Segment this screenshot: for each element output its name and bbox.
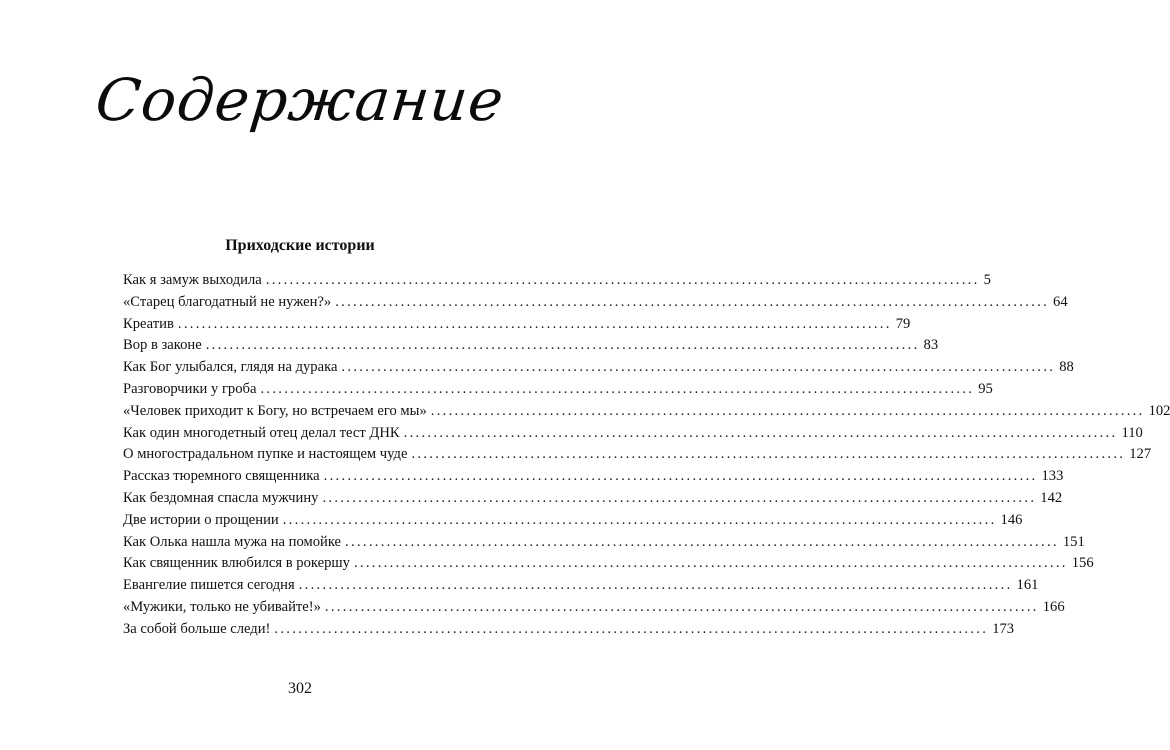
toc-entry[interactable] <box>123 379 993 401</box>
dot-leader: ........................................................................................................................ <box>335 293 1050 310</box>
dot-leader: ........................................................................................................................ <box>345 533 1059 550</box>
dot-leader: ........................................................................................................................ <box>260 380 975 397</box>
dot-leader: ........................................................................................................................ <box>274 620 989 637</box>
toc-entry-page: 95 <box>978 380 993 397</box>
toc-entry-title: «Старец благодатный не нужен?» <box>123 293 332 310</box>
toc-entry-page: 151 <box>1062 533 1085 550</box>
toc-entry[interactable] <box>123 357 1074 379</box>
dot-leader: ........................................................................................................................ <box>353 555 1068 572</box>
toc-entry-page: 64 <box>1053 293 1068 310</box>
toc-entry-title: Рассказ тюремного священника <box>123 468 320 485</box>
toc-entry-title: Как священник влюбился в рокершу <box>123 555 350 572</box>
toc-entry-page: 161 <box>1016 577 1039 594</box>
toc-entry-page: 102 <box>1148 402 1170 419</box>
table-of-contents <box>123 270 1170 641</box>
dot-leader: ........................................................................................................................ <box>265 272 980 288</box>
dot-leader: ........................................................................................................................ <box>322 489 1037 506</box>
toc-entry[interactable] <box>123 488 1063 510</box>
toc-entry-page: 156 <box>1071 555 1094 572</box>
toc-entry-title: Как Бог улыбался, глядя на дурака <box>123 359 338 376</box>
page-number: 302 <box>288 680 312 697</box>
toc-entry-title: «Человек приходит к Богу, но встречаем его мы» <box>123 402 427 419</box>
toc-entry-title: «Мужики, только не убивайте!» <box>123 598 321 615</box>
toc-entry-title: Как я замуж выходила <box>123 272 262 288</box>
dot-leader: ........................................................................................................................ <box>341 359 1056 376</box>
toc-entry-title: Как Олька нашла мужа на помойке <box>123 533 342 550</box>
toc-entry-title: Вор в законе <box>123 337 202 354</box>
toc-entry-page: 110 <box>1121 424 1143 441</box>
dot-leader: ........................................................................................................................ <box>282 511 997 528</box>
toc-entry-page: 142 <box>1040 489 1063 506</box>
toc-entry[interactable] <box>123 423 1143 445</box>
dot-leader: ........................................................................................................................ <box>177 315 892 332</box>
dot-leader: ........................................................................................................................ <box>323 468 1038 485</box>
toc-entry-title: Разговорчики у гроба <box>123 380 257 397</box>
toc-entry-title: Как бездомная спасла мужчину <box>123 489 319 506</box>
toc-entry[interactable] <box>123 619 1015 641</box>
toc-entry[interactable] <box>123 597 1065 619</box>
toc-entry-page: 88 <box>1059 359 1074 376</box>
toc-entry-title: О многострадальном пупке и настоящем чуде <box>123 446 408 463</box>
toc-entry-page: 166 <box>1042 598 1065 615</box>
toc-entry[interactable] <box>123 292 1068 314</box>
page-title: Содержание <box>92 66 508 134</box>
dot-leader: ........................................................................................................................ <box>205 337 920 354</box>
toc-entry[interactable] <box>123 270 991 292</box>
toc-entry[interactable] <box>123 466 1064 488</box>
toc-entry-page: 146 <box>1000 511 1023 528</box>
toc-entry-page: 133 <box>1041 468 1064 485</box>
toc-entry[interactable] <box>123 510 1023 532</box>
dot-leader: ........................................................................................................................ <box>324 598 1039 615</box>
toc-entry-title: Как один многодетный отец делал тест ДНК <box>123 424 400 441</box>
dot-leader: ........................................................................................................................ <box>298 577 1013 594</box>
toc-entry-page: 173 <box>992 620 1015 637</box>
toc-entry-title: Креатив <box>123 315 174 332</box>
section-heading: Приходские истории <box>225 237 375 254</box>
toc-entry[interactable] <box>123 575 1039 597</box>
toc-entry[interactable] <box>123 444 1152 466</box>
toc-entry-title: За собой больше следи! <box>123 620 271 637</box>
dot-leader: ........................................................................................................................ <box>430 402 1145 419</box>
dot-leader: ........................................................................................................................ <box>411 446 1126 463</box>
toc-entry-page: 5 <box>983 272 991 288</box>
toc-entry-page: 79 <box>895 315 911 332</box>
toc-entry-page: 83 <box>923 337 939 354</box>
toc-entry-title: Две истории о прощении <box>123 511 279 528</box>
toc-entry[interactable] <box>123 401 1170 423</box>
toc-entry[interactable] <box>123 553 1094 575</box>
toc-entry[interactable] <box>123 532 1085 554</box>
toc-entry[interactable] <box>123 335 939 357</box>
toc-entry-page: 127 <box>1129 446 1152 463</box>
toc-entry-title: Евангелие пишется сегодня <box>123 577 295 594</box>
dot-leader: ........................................................................................................................ <box>403 424 1118 441</box>
toc-entry[interactable] <box>123 314 911 336</box>
